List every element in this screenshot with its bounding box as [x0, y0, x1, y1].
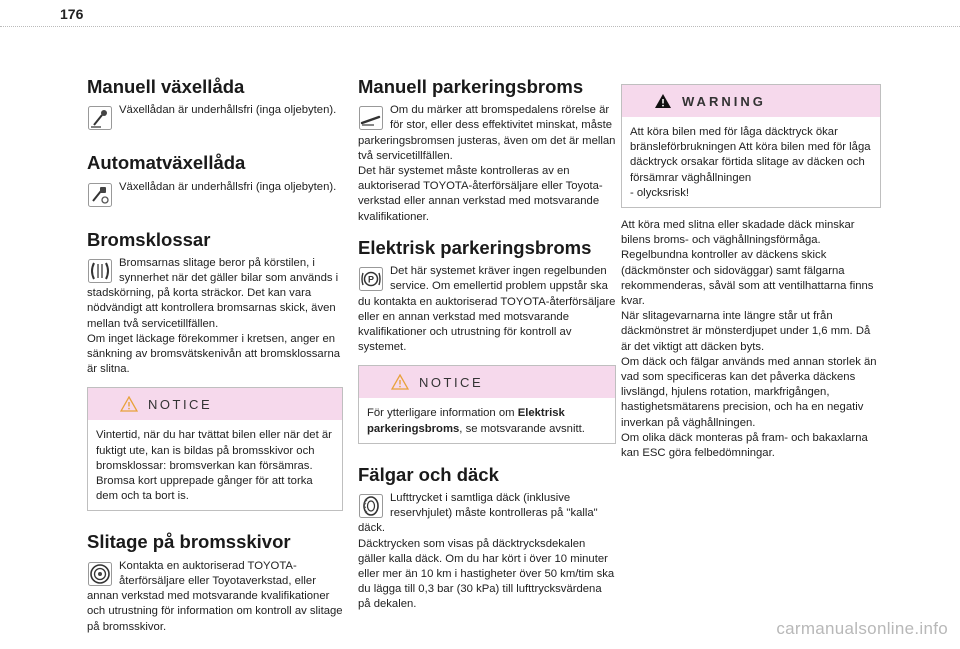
section-automatic-gearbox [87, 180, 343, 209]
text-brake-pads: Bromsarnas slitage beror på körstilen, i synnerhet när det gäller bilar som används i stadskörning, på korta sträckor. Det kan vara nödvändigt att kontrollera bromsarnas skick, även mellan två servicetillfällen. [87, 256, 339, 330]
warning-triangle-icon [120, 396, 138, 412]
brake-disc-icon [87, 561, 113, 587]
text-tyre-checks: Regelbundna kontroller av däckens skick (däckmönster och sidoväggar) samt fälgarna rekommenderas, såväl som att ventilhattarna finns kvar. [621, 249, 874, 308]
heading-manual-gearbox: Manuell växellåda [87, 76, 245, 97]
heading-manual-parking-brake: Manuell parkeringsbroms [358, 76, 584, 97]
section-brake-pads [87, 256, 343, 332]
notice-title: NOTICE [419, 374, 484, 390]
notice-header [88, 388, 342, 420]
notice-text: Vintertid, när du har tvättat bilen eller när det är fuktigt ute, kan is bildas på bromsskivor och bromsklossar: bromsverkan kan försämras. Bromsa kort upprepade gånger för att torka dem och ta bort is. [96, 429, 332, 503]
section-manual-parking-brake [358, 103, 616, 164]
warning-box-tyres [621, 84, 881, 208]
parking-brake-lever-icon [358, 105, 384, 131]
warning-title: WARNING [682, 93, 766, 109]
warning-header [622, 85, 880, 117]
notice-text [359, 398, 615, 442]
top-divider [0, 26, 960, 27]
section-wheels-tyres [358, 491, 616, 537]
electric-parking-brake-icon [358, 266, 384, 292]
text-wear-indicators: När slitagevarnarna inte längre står ut från däckmönstret är mönsterdjupet under 1,6 mm. Då är det viktigt att däcken byts. [621, 310, 871, 353]
brake-pad-icon [87, 258, 113, 284]
heading-brake-pads: Bromsklossar [87, 228, 211, 250]
text-manual-gearbox: Växellådan är underhållsfri (inga oljebyten). [119, 104, 337, 117]
column-3 [621, 84, 881, 461]
page-number: 176 [60, 6, 84, 22]
warning-text-main: Att köra bilen med för låga däcktryck ökar bränsleförbrukningen Att köra bilen med för låga däcktryck orsakar förtida slitage av däcken och försämrar väghållningen [630, 126, 871, 184]
text-tyre-wear: Att köra med slitna eller skadade däck minskar bilens broms- och väghållningsförmåga. [621, 219, 855, 247]
tyre-maintenance-text [621, 218, 881, 461]
notice-box-parking [358, 365, 616, 443]
warning-triangle-icon [654, 93, 672, 109]
column-1 [87, 76, 343, 635]
notice-text-bold: Elektrisk parkeringsbroms [367, 407, 565, 435]
tyre-icon [358, 493, 384, 519]
text-brake-pads-2: Om inget läckage förekommer i kretsen, anger en sänkning av bromsvätskenivån att bromsklossarna är slitna. [87, 332, 341, 376]
heading-electric-parking-brake: Elektrisk parkeringsbroms [358, 236, 592, 258]
notice-header [359, 366, 615, 398]
heading-automatic-gearbox: Automatväxellåda [87, 152, 246, 174]
heading-wheels-tyres: Fälgar och däck [358, 463, 499, 485]
gearstick-icon [87, 105, 113, 131]
text-electric-parking-brake: Det här systemet kräver ingen regelbunden service. Om emellertid problem uppstår ska du kontakta en auktoriserad TOYOTA-återförsäljare eller en annan verkstad med motsvarande kvalifikationer och utrustning för kontroll av systemet. [358, 265, 616, 354]
warning-text [622, 117, 880, 207]
text-wheels-tyres-2: Däcktrycken som visas på däcktrycksdekalen gäller kalla däck. Om du har kört i över 10 minuter eller mer än 10 km i hastigheter över 50 km/tim ska du lägga till 0,3 bar (30 kPa) till lufttrycksvärdena på dekalen. [358, 537, 615, 611]
text-disc-wear: Kontakta en auktoriserad TOYOTA-återförsäljare eller Toyotaverkstad, eller annan verkstad med motsvarande kvalifikationer och utrustning för information om kontroll av slitage på bromsskivor. [87, 559, 343, 633]
warning-text-risk: - olycksrisk! [630, 186, 689, 199]
notice-text-after: , se motsvarande avsnitt. [459, 422, 585, 435]
text-automatic-gearbox: Växellådan är underhållsfri (inga oljebyten). [119, 180, 337, 193]
section-electric-parking-brake [358, 264, 616, 355]
watermark: carmanualsonline.info [776, 619, 948, 638]
text-manual-parking-brake: Om du märker att bromspedalens rörelse är för stor, eller dess effektivitet minskat, måste parkeringsbromsen justeras, även om det är mellan två servicetillfällen. [358, 104, 616, 162]
section-disc-wear [87, 559, 343, 635]
notice-title: NOTICE [148, 396, 213, 412]
svg-text:P: P [367, 274, 375, 285]
column-2 [358, 76, 616, 613]
text-manual-parking-brake-2: Det här systemet måste kontrolleras av en auktoriserad TOYOTA-återförsäljare eller Toyota-verkstad eller annan verkstad med motsvarande kvalifikationer. [358, 165, 603, 223]
heading-disc-wear: Slitage på bromsskivor [87, 531, 291, 553]
text-mixed-tyres: Om olika däck monteras på fram- och bakaxlarna kan ESC göra felbedömningar. [621, 431, 868, 460]
text-tyre-size: Om däck och fälgar används med annan storlek än vad som specificeras kan det påverka däckens livslängd, hjulens rotation, markfrigången, hastighetsmätarens precision, och ha en negativ inverkan på väghållningen. [621, 355, 877, 429]
section-manual-gearbox [87, 103, 343, 132]
notice-box-brakes [87, 387, 343, 511]
warning-triangle-icon [391, 374, 409, 390]
text-wheels-tyres: Lufttrycket i samtliga däck (inklusive reservhjulet) måste kontrolleras på "kalla" däck. [358, 492, 598, 535]
gear-selector-icon [87, 182, 113, 208]
notice-text-before: För ytterligare information om [367, 407, 518, 420]
